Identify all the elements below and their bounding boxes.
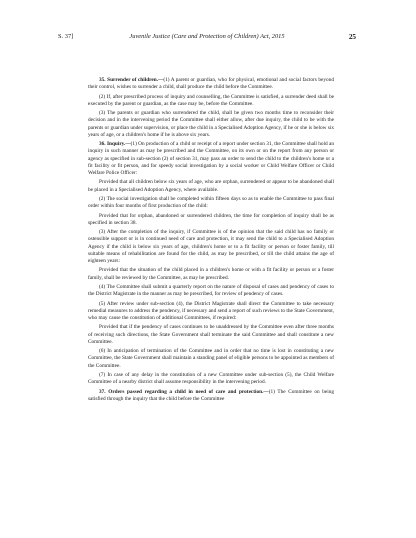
page-number: 25 [348, 33, 356, 41]
body-paragraph [88, 196, 334, 210]
body-paragraph [88, 110, 334, 139]
paragraph-text: Provided that if the pendency of cases continues to be unaddressed by the Committee even after three months of receiving such directions, the State Government shall terminate the said Committee and shall constitute a new Committee. [88, 324, 334, 345]
document-body [88, 77, 334, 405]
body-paragraph [88, 267, 334, 281]
body-paragraph [88, 141, 334, 177]
body-paragraph [88, 284, 334, 298]
paragraph-text: (2) If, after prescribed process of inquiry and counselling, the Committee is satisfied, a surrender deed shall be executed by the parent or guardian, as the case may be, before the Committee. [88, 93, 334, 107]
paragraph-text: (6) In anticipation of termination of the Committee and in order that no time is lost in constituting a new Committee, the State Government shall maintain a standing panel of eligible persons to be appointed as members of the Committee. [88, 348, 334, 369]
body-paragraph [88, 213, 334, 227]
paragraph-text: Provided that all children below six years of age, who are orphan, surrendered or appear to be abandoned shall be placed in a Specialised Adoption Agency, where available. [88, 179, 334, 193]
paragraph-text: (4) The Committee shall submit a quarterly report on the nature of disposal of cases and pendency of cases to the District Magistrate in the manner as may be prescribed, for review of pendency of cases. [88, 283, 334, 298]
paragraph-text: (1) The Committee on being satisfied through the inquiry that the child before the Committee [88, 388, 334, 402]
section-reference: S. 37] [58, 33, 74, 40]
paragraph-text: (3) After the completion of the inquiry, if Committee is of the opinion that the said child has no family or ostensible support or is in continued need of care and protection, it may send the child to a Specialised Adoption Agency if the child is below six years of age, children's home or to a fit facility or person or foster family, till suitable means of rehabilitation are found for the child, as may be prescribed, or till the child attains the age of eighteen years: [88, 229, 334, 264]
section-heading: 35. Surrender of children.— [99, 77, 164, 83]
body-paragraph [88, 179, 334, 193]
section-heading: 36. Inquiry.— [99, 141, 131, 148]
section-heading: 37. Orders passed regarding a child in need of care and protection.— [99, 388, 269, 395]
paragraph-text: (1) A parent or guardian, who for physical, emotional and social factors beyond their control, wishes to surrender a child, shall produce the child before the Committee. [88, 77, 334, 91]
body-paragraph [88, 301, 334, 323]
body-paragraph [88, 348, 334, 370]
paragraph-text: Provided that for orphan, abandoned or surrendered children, the time for completion of inquiry shall be as specified in section 38. [88, 212, 334, 226]
body-paragraph [88, 94, 334, 108]
body-paragraph [88, 229, 334, 265]
paragraph-text: (7) In case of any delay in the constitution of a new Committee under sub-section (5), the Child Welfare Committee of a nearby district shall assume responsibility in the intervening period. [88, 371, 334, 386]
body-paragraph [88, 324, 334, 346]
running-header [58, 33, 356, 45]
paragraph-text: Provided that the situation of the child placed in a children's home or with a fit facility or person or a foster family, shall be reviewed by the Committee, as may be prescribed. [88, 267, 334, 281]
body-paragraph [88, 389, 334, 403]
paragraph-text: (1) On production of a child or receipt of a report under section 31, the Committee shall hold an inquiry in such manner as may be prescribed and the Committee, on its own or on the report from any person or agency as specified in sub-section (2) of section 31, may pass an order to send the child to the children's home or a fit facility or fit person, and for speedy social investigation by a social worker or Child Welfare Officer or Child Welfare Police Officer: [88, 141, 334, 176]
header-title: Juvenile Justice (Care and Protection of Children) Act, 2015 [129, 33, 285, 40]
paragraph-text: (2) The social investigation shall be completed within fifteen days so as to enable the Committee to pass final order within four months of first production of the child: [88, 195, 334, 210]
body-paragraph [88, 77, 334, 91]
paragraph-text: (3) The parents or guardian who surrendered the child, shall be given two months time to reconsider their decision and in the intervening period the Committee shall either allow, after due inquiry, the child to be with the parents or guardian under supervision, or place the child in a Specialised Adoption Agency, if he or she is below six years of age, or a children's home if he is above six years. [88, 110, 334, 138]
paragraph-text: (5) After review under sub-section (4), the District Magistrate shall direct the Committee to take necessary remedial measures to address the pendency, if necessary and send a report of such reviews to the State Government, who may cause the constitution of additional Committees, if required: [88, 300, 334, 321]
body-paragraph [88, 372, 334, 386]
